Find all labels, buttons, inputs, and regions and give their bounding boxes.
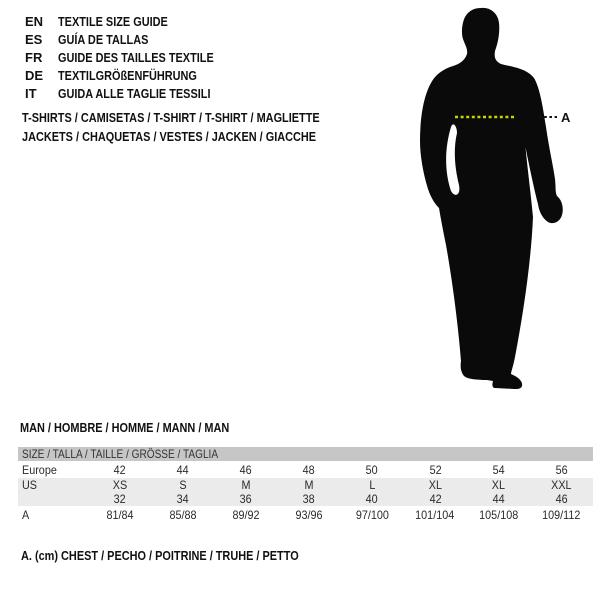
size-table [18, 447, 593, 523]
size-table-row [18, 461, 593, 478]
language-code: ES [25, 31, 43, 47]
language-label: TEXTILGRÖßENFÜHRUNG [58, 68, 197, 84]
product-line-tshirts: T-SHIRTS / CAMISETAS / T-SHIRT / T-SHIRT / MAGLIETTE [22, 110, 320, 125]
language-code: EN [25, 13, 44, 29]
size-table-cell: 97/100 [355, 507, 389, 522]
size-table-cell: M [241, 478, 251, 492]
size-table-cell: M [304, 478, 314, 492]
language-label: GUIDA ALLE TAGLIE TESSILI [58, 86, 211, 102]
size-table-cell: 48 [302, 462, 315, 477]
language-label: GUÍA DE TALLAS [58, 31, 149, 47]
size-table-cell: 46 [555, 492, 568, 506]
size-table-header: SIZE / TALLA / TAILLE / GRÖSSE / TAGLIA [18, 447, 593, 461]
language-row [25, 85, 243, 103]
language-label: TEXTILE SIZE GUIDE [58, 13, 168, 29]
size-table-row-label: Europe [22, 462, 57, 477]
man-silhouette-figure [415, 5, 580, 391]
measurement-a-label: A [561, 110, 571, 125]
size-table-cell: L [369, 478, 376, 492]
size-table-cell: 42 [429, 492, 442, 506]
man-silhouette-body [420, 8, 563, 389]
language-code: IT [25, 86, 37, 102]
language-list [25, 12, 243, 103]
size-table-cell: 34 [176, 492, 189, 506]
size-table-cell: 89/92 [232, 507, 260, 522]
size-table-cell: 44 [492, 492, 505, 506]
size-table-cell: 101/104 [415, 507, 455, 522]
size-table-cell: 46 [239, 462, 252, 477]
language-row [25, 30, 243, 48]
product-type-list [22, 108, 376, 146]
size-table-row [18, 492, 593, 506]
product-line-jackets: JACKETS / CHAQUETAS / VESTES / JACKEN / GIACCHE [22, 129, 317, 144]
language-label: GUIDE DES TAILLES TEXTILE [58, 49, 214, 65]
size-table-cell: 38 [302, 492, 315, 506]
size-table-cell: 93/96 [295, 507, 323, 522]
size-table-cell: 54 [492, 462, 505, 477]
size-table-cell: S [179, 478, 187, 492]
measurement-footnote: A. (cm) CHEST / PECHO / POITRINE / TRUHE / PETTO [21, 547, 299, 563]
size-table-cell: XXL [551, 478, 572, 492]
language-row [25, 48, 243, 66]
size-table-cell: 40 [366, 492, 379, 506]
size-table-body [18, 461, 593, 523]
size-table-row-label [18, 492, 88, 506]
size-table-row [18, 506, 593, 523]
section-title-man: MAN / HOMBRE / HOMME / MANN / MAN [20, 419, 230, 435]
size-table-cell: 42 [113, 462, 126, 477]
size-table-row-label: US [22, 478, 38, 492]
size-table-cell: 81/84 [106, 507, 134, 522]
language-code: DE [25, 68, 44, 84]
size-table-cell: 50 [366, 462, 379, 477]
size-table-row [18, 478, 593, 492]
man-silhouette-svg [415, 5, 580, 391]
size-table-cell: XL [491, 478, 505, 492]
size-table-cell: 44 [176, 462, 189, 477]
language-code: FR [25, 49, 43, 65]
language-row [25, 67, 243, 85]
size-table-cell: 32 [113, 492, 126, 506]
size-table-cell: 52 [429, 462, 442, 477]
language-row [25, 12, 243, 30]
size-table-cell: XS [112, 478, 127, 492]
size-table-cell: 85/88 [169, 507, 197, 522]
size-table-cell: 36 [239, 492, 252, 506]
size-table-cell: 109/112 [542, 507, 581, 522]
size-table-cell: XL [428, 478, 442, 492]
size-table-cell: 56 [555, 462, 568, 477]
size-table-row-label: A [22, 507, 30, 522]
size-table-cell: 105/108 [478, 507, 518, 522]
